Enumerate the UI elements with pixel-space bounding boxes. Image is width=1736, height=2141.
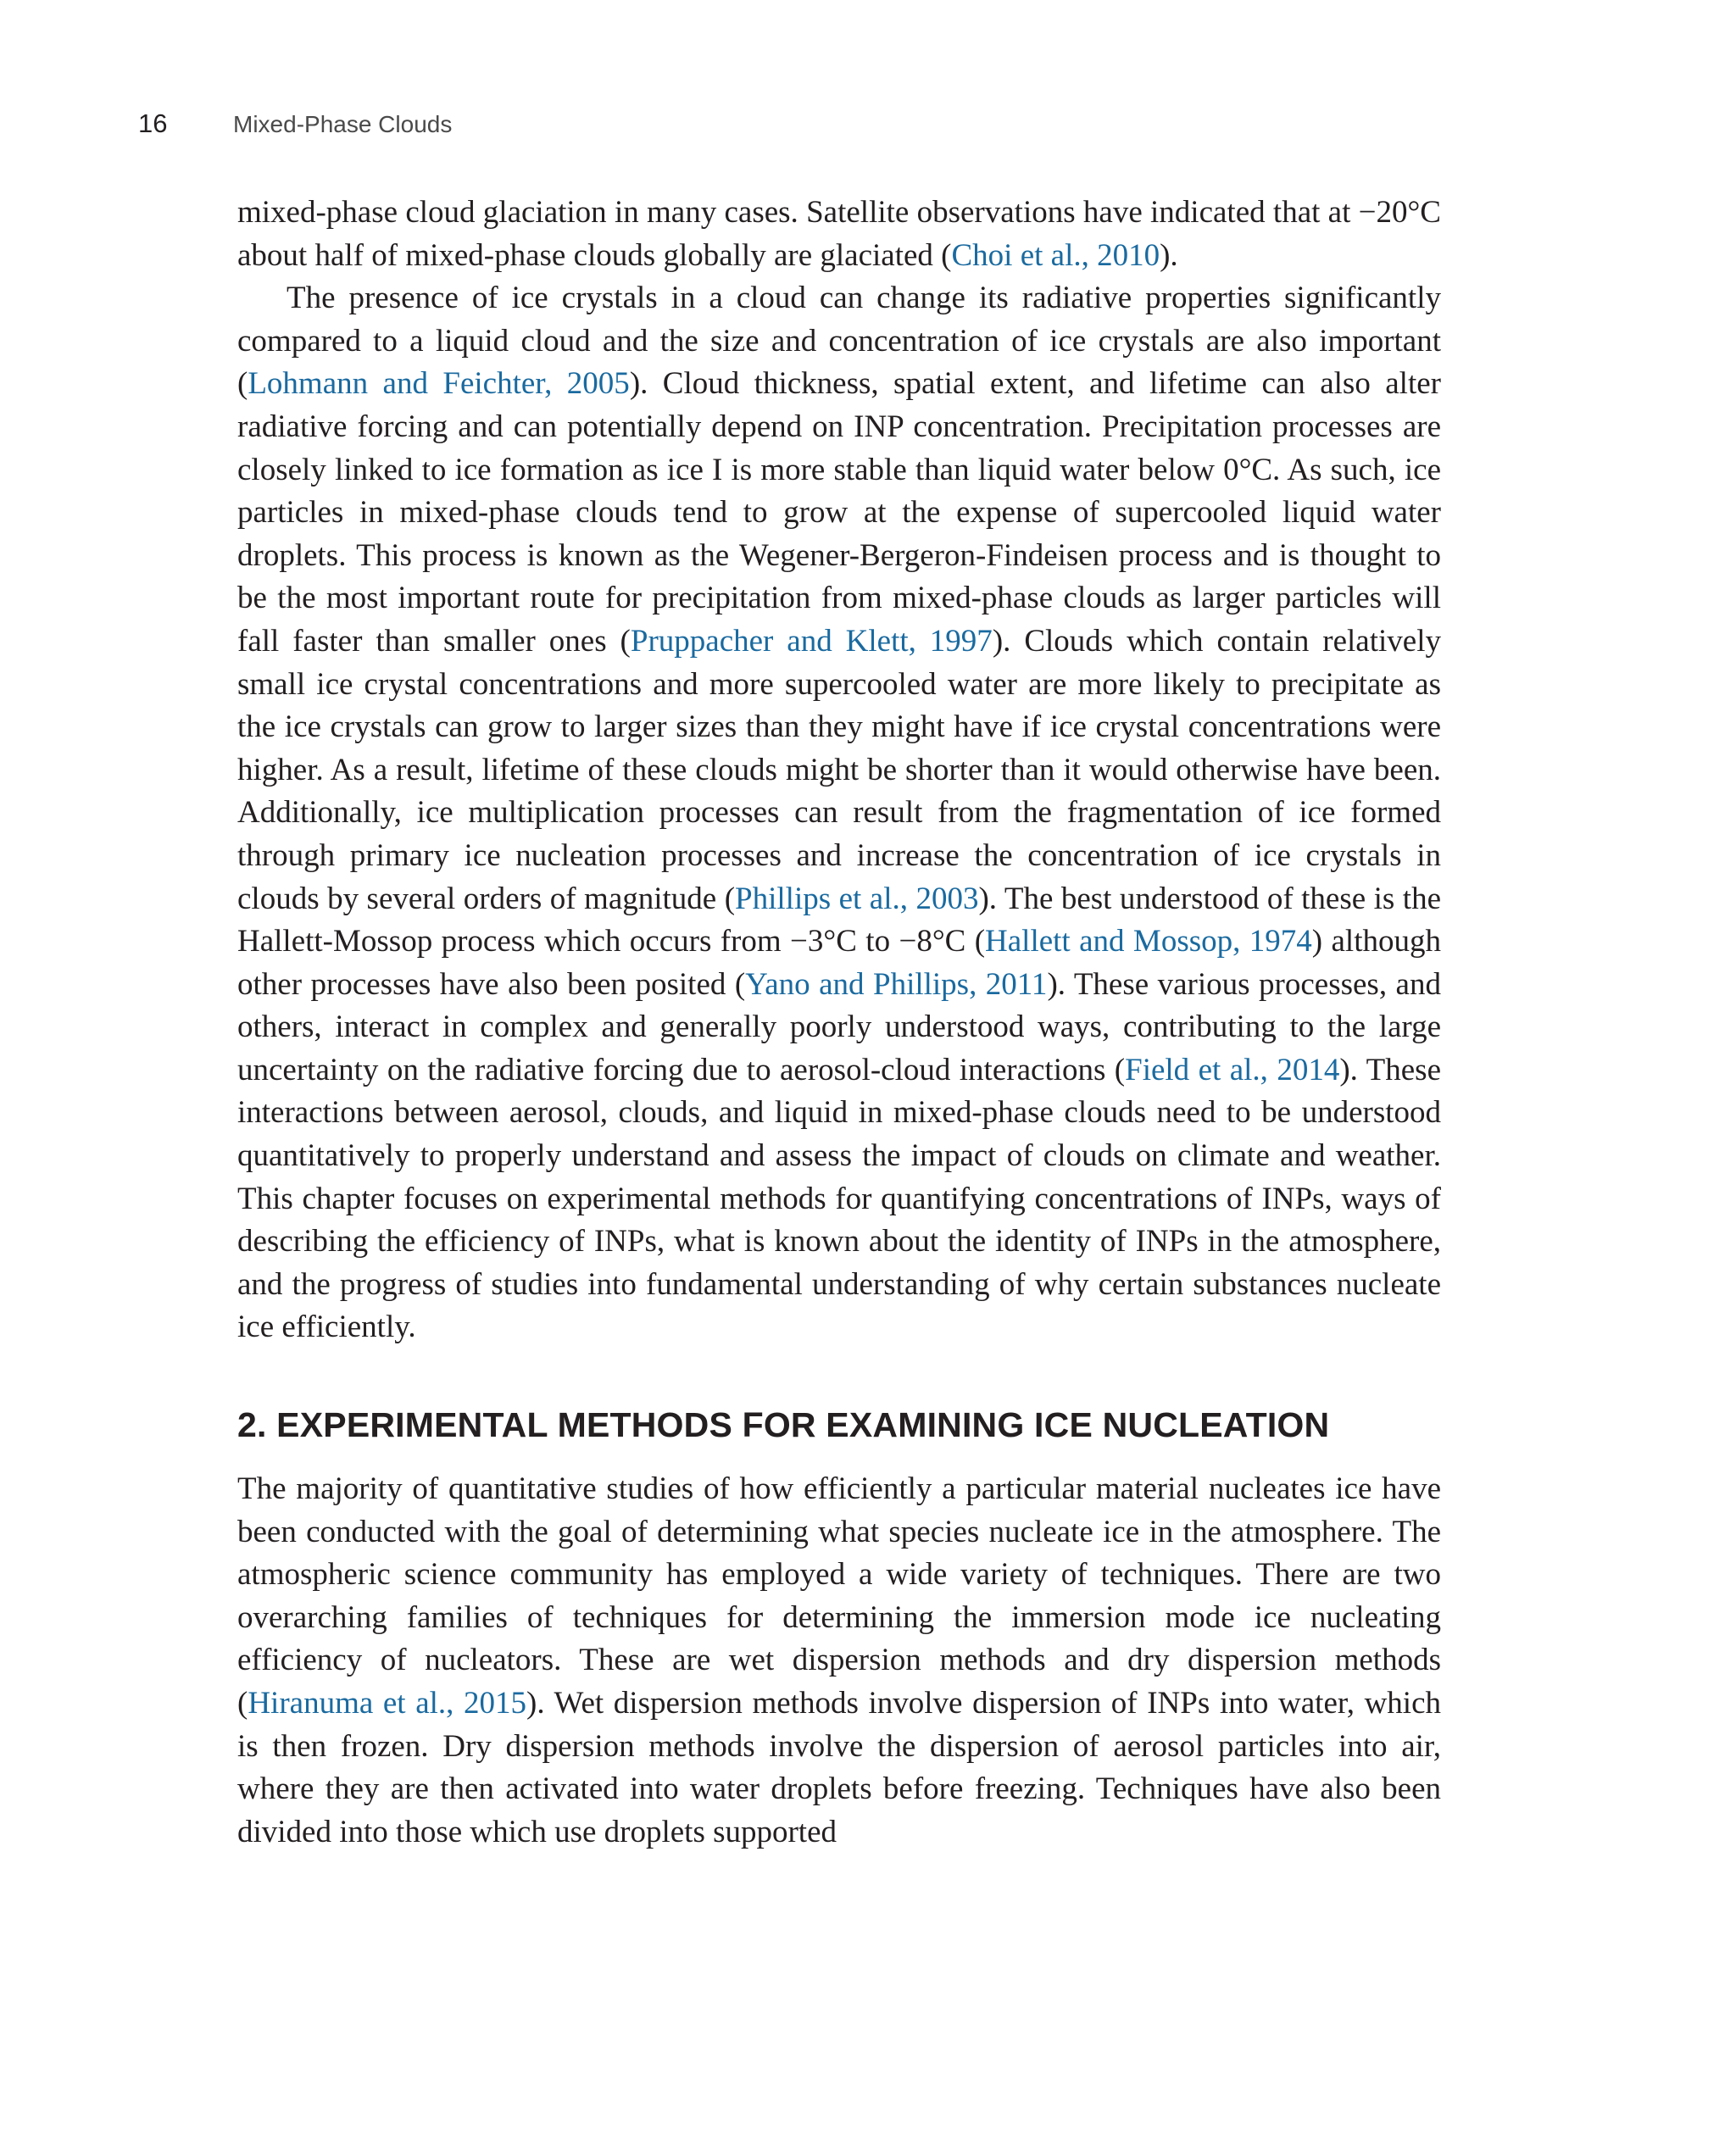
paragraph-3 xyxy=(237,1468,1441,1854)
citation-phillips-2003[interactable]: Phillips et al., 2003 xyxy=(735,881,979,916)
citation-yano-phillips-2011[interactable]: Yano and Phillips, 2011 xyxy=(745,966,1048,1002)
paragraph-1 xyxy=(237,192,1441,277)
paragraph-1-text-2: ). xyxy=(1160,237,1178,273)
citation-hallett-mossop-1974[interactable]: Hallett and Mossop, 1974 xyxy=(985,924,1312,959)
paragraph-3-text-2: ). Wet dispersion methods involve dispersion of INPs into water, which is then frozen. Dry dispersion methods involve the dispersion of aerosol particles into air, where they are then activated into water droplets before freezing. Techniques have also been divided into those which use droplets supported xyxy=(237,1686,1441,1849)
citation-lohmann-feichter-2005[interactable]: Lohmann and Feichter, 2005 xyxy=(248,366,630,402)
paragraph-2 xyxy=(237,277,1441,1349)
paragraph-3-text-1: The majority of quantitative studies of how efficiently a particular material nucleates ice have been conducted with the goal of determining what species nucleate ice in the atmosphere. The atmospheric science community has employed a wide variety of techniques. There are two overarching families of techniques for determining the immersion mode ice nucleating efficiency of nucleators. These are wet dispersion methods and dry dispersion methods ( xyxy=(237,1471,1441,1721)
paragraph-2-text-1: The presence of ice crystals in a cloud can change its radiative properties significantly compared to a liquid cloud and the size and concentration of ice crystals are also important ( xyxy=(237,281,1441,402)
body-text xyxy=(237,192,1441,1854)
running-head xyxy=(138,108,452,142)
citation-field-2014[interactable]: Field et al., 2014 xyxy=(1125,1052,1340,1087)
paragraph-2-text-7: ). These interactions between aerosol, clouds, and liquid in mixed-phase clouds need to be understood quantitatively to properly understand and assess the impact of clouds on climate and weather. This chapter focuses on experimental methods for quantifying concentrations of INPs, ways of describing the efficiency of INPs, what is known about the identity of INPs in the atmosphere, and the progress of studies into fundamental understanding of why certain substances nucleate ice efficiently. xyxy=(237,1052,1442,1345)
citation-hiranuma-2015[interactable]: Hiranuma et al., 2015 xyxy=(248,1686,527,1721)
paragraph-2-text-4: ). The best understood of these is the Hallett-Mossop process which occurs from −3°C to −8°C ( xyxy=(237,881,1441,959)
paragraph-1-text-1: mixed-phase cloud glaciation in many cases. Satellite observations have indicated that at −20°C about half of mixed-phase clouds globally are glaciated ( xyxy=(237,195,1441,273)
paragraph-2-text-6: ). These various processes, and others, interact in complex and generally poorly understood ways, contributing to the large uncertainty on the radiative forcing due to aerosol-cloud interactions ( xyxy=(237,966,1441,1087)
page-number: 16 xyxy=(138,108,168,138)
citation-choi-2010[interactable]: Choi et al., 2010 xyxy=(951,237,1160,273)
paragraph-2-text-2: ). Cloud thickness, spatial extent, and lifetime can also alter radiative forcing and can potentially depend on INP concentration. Precipitation processes are closely linked to ice formation as ice I is more stable than liquid water below 0°C. As such, ice particles in mixed-phase clouds tend to grow at the expense of supercooled liquid water droplets. This process is known as the Wegener-Bergeron-Findeisen process and is thought to be the most important route for precipitation from mixed-phase clouds as larger particles will fall faster than smaller ones ( xyxy=(237,366,1441,659)
paragraph-2-text-3: ). Clouds which contain relatively small ice crystal concentrations and more supercooled water are more likely to precipitate as the ice crystals can grow to larger sizes than they might have if ice crystal concentrations were higher. As a result, lifetime of these clouds might be shorter than it would otherwise have been. Additionally, ice multiplication processes can result from the fragmentation of ice formed through primary ice nucleation processes and increase the concentration of ice crystals in clouds by several orders of magnitude ( xyxy=(237,623,1441,916)
section-heading: 2. EXPERIMENTAL METHODS FOR EXAMINING ICE NUCLEATION xyxy=(237,1405,1330,1445)
running-title: Mixed-Phase Clouds xyxy=(233,111,453,137)
citation-pruppacher-klett-1997[interactable]: Pruppacher and Klett, 1997 xyxy=(630,623,993,659)
paragraph-2-text-5: ) although other processes have also been posited ( xyxy=(237,924,1441,1002)
